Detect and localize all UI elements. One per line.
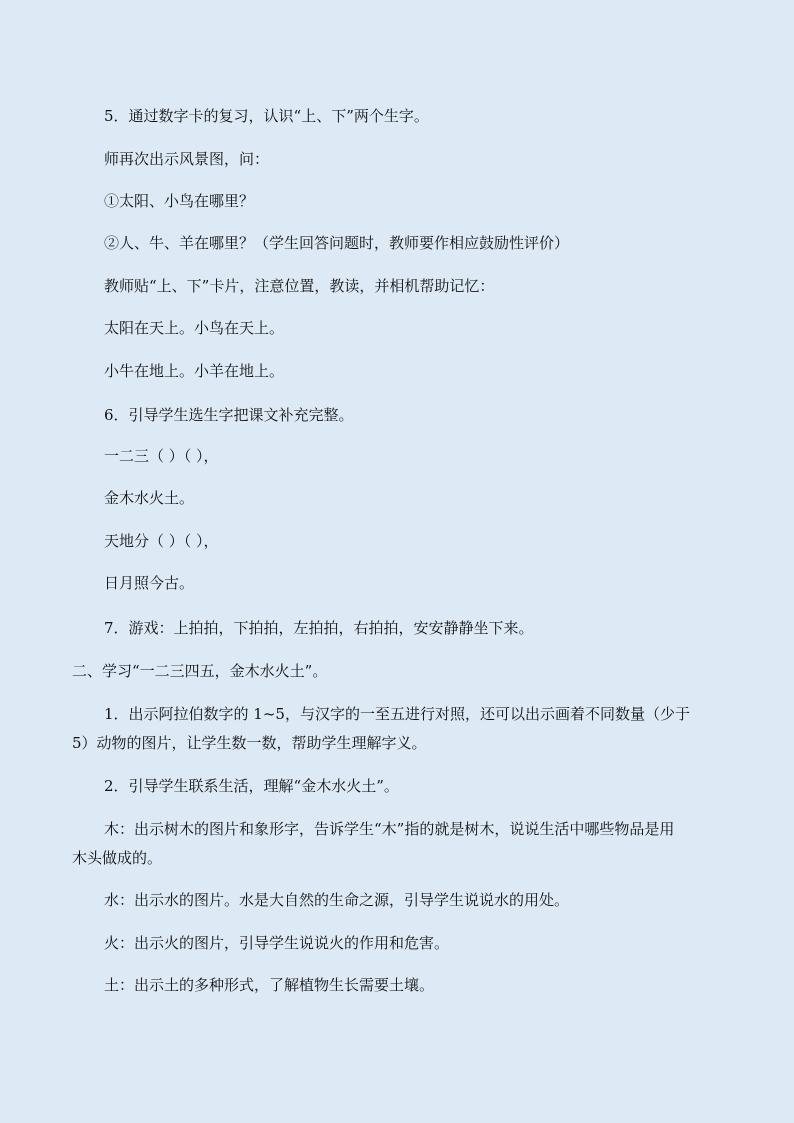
step-2-1-text-line-2: 5）动物的图片，让学生数一数，帮助学生理解字义。 [72, 734, 427, 752]
poem-line-3: 天地分（ ）（ ）， [104, 532, 219, 550]
section-2-heading: 二、学习“一二三四五，金木水火土”。 [72, 662, 328, 680]
step-2-2-text: 2．引导学生联系生活，理解“金木水火土”。 [104, 777, 399, 795]
soil-text: 土：出示土的多种形式，了解植物生长需要土壤。 [104, 976, 435, 994]
poem-line-4: 日月照今古。 [104, 574, 195, 592]
fire-text: 火：出示火的图片，引导学生说说火的作用和危害。 [104, 934, 450, 952]
cow-sheep-text: 小牛在地上。小羊在地上。 [104, 362, 285, 380]
wood-text-line-2: 木头做成的。 [72, 849, 163, 867]
teacher-question-text: 师再次出示风景图，问： [104, 150, 270, 168]
step-7-text: 7．游戏：上拍拍，下拍拍，左拍拍，右拍拍，安安静静坐下来。 [104, 619, 534, 637]
water-text: 水：出示水的图片。水是大自然的生命之源，引导学生说说水的用处。 [104, 891, 570, 909]
wood-text-line-1: 木：出示树木的图片和象形字，告诉学生“木”指的就是树木，说说生活中哪些物品是用 [104, 820, 675, 838]
question-2-text: ②人、牛、羊在哪里？（学生回答问题时，教师要作相应鼓励性评价） [104, 234, 570, 252]
question-1-text: ①太阳、小鸟在哪里？ [104, 192, 255, 210]
sun-bird-text: 太阳在天上。小鸟在天上。 [104, 319, 285, 337]
poem-line-2: 金木水火土。 [104, 489, 195, 507]
card-instruction-text: 教师贴“上、下”卡片，注意位置，教读，并相机帮助记忆： [104, 277, 495, 295]
step-2-1-text-line-1: 1．出示阿拉伯数字的 1~5，与汉字的一至五进行对照，还可以出示画着不同数量（少于 [104, 705, 690, 723]
step-5-text: 5．通过数字卡的复习，认识“上、下”两个生字。 [104, 107, 429, 125]
step-6-text: 6．引导学生选生字把课文补充完整。 [104, 406, 354, 424]
poem-line-1: 一二三（ ）（ ）， [104, 447, 219, 465]
